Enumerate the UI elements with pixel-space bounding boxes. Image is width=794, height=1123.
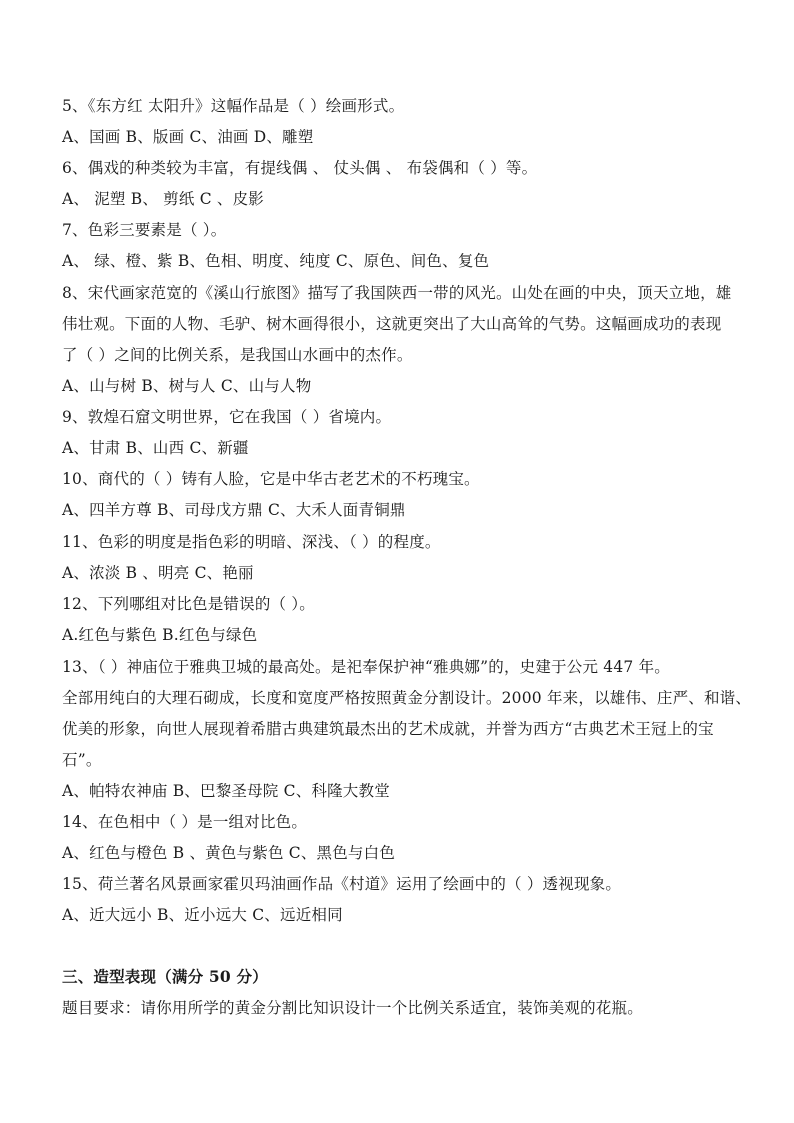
question-15-stem: 15、荷兰著名风景画家霍贝玛油画作品《村道》运用了绘画中的（ ）透视现象。 [62,875,622,893]
question-11-stem: 11、色彩的明度是指色彩的明暗、深浅、（ ）的程度。 [62,533,441,551]
question-7-stem: 7、色彩三要素是（ ）。 [62,221,227,239]
question-7-options: A、 绿、橙、紫 B、色相、明度、纯度 C、原色、间色、复色 [62,252,490,270]
question-5-options: A、国画 B、版画 C、油画 D、雕塑 [62,128,314,146]
question-13-stem-line-4: 石”。 [62,751,102,769]
question-6-options: A、 泥塑 B、 剪纸 C 、皮影 [62,190,264,208]
question-14-stem: 14、在色相中（ ）是一组对比色。 [62,813,308,831]
question-13-options: A、帕特农神庙 B、巴黎圣母院 C、科隆大教堂 [62,782,390,800]
section-3-requirement: 题目要求：请你用所学的黄金分割比知识设计一个比例关系适宜，装饰美观的花瓶。 [62,999,643,1017]
question-13-stem-line-2: 全部用纯白的大理石砌成，长度和宽度严格按照黄金分割设计。2000 年来，以雄伟、庄严、和谐、 [62,689,752,707]
question-12-options: A.红色与紫色 B.红色与绿色 [62,626,258,644]
question-9-stem: 9、敦煌石窟文明世界，它在我国（ ）省境内。 [62,408,392,426]
question-10-options: A、四羊方尊 B、司母戊方鼎 C、大禾人面青铜鼎 [62,501,406,519]
question-8-stem-line-2: 伟壮观。下面的人物、毛驴、树木画得很小，这就更突出了大山高耸的气势。这幅画成功的表现 [62,315,722,333]
question-13-stem-line-3: 优美的形象，向世人展现着希腊古典建筑最杰出的艺术成就，并誉为西方“古典艺术王冠上的宝 [62,720,714,738]
question-9-options: A、甘肃 B、山西 C、新疆 [62,439,249,457]
question-5-stem: 5、《东方红 太阳升》这幅作品是（ ）绘画形式。 [62,97,405,115]
question-13-stem-line-1: 13、（ ）神庙位于雅典卫城的最高处。是祀奉保护神“雅典娜”的，史建于公元 447 年。 [62,658,670,676]
question-15-options: A、近大远小 B、近小远大 C、远近相同 [62,906,343,924]
question-11-options: A、浓淡 B 、明亮 C、艳丽 [62,564,254,582]
question-8-stem-line-3: 了（ ）之间的比例关系，是我国山水画中的杰作。 [62,346,413,364]
section-3-heading: 三、造型表现（满分 50 分） [62,967,268,986]
question-6-stem: 6、偶戏的种类较为丰富，有提线偶 、 仗头偶 、 布袋偶和（ ）等。 [62,159,538,177]
question-10-stem: 10、商代的（ ）铸有人脸，它是中华古老艺术的不朽瑰宝。 [62,470,480,488]
question-12-stem: 12、下列哪组对比色是错误的（ ）。 [62,595,316,613]
question-8-stem-line-1: 8、宋代画家范宽的《溪山行旅图》描写了我国陕西一带的风光。山处在画的中央，顶天立地，雄 [62,284,732,302]
question-14-options: A、红色与橙色 B 、黄色与紫色 C、黑色与白色 [62,844,396,862]
question-8-options: A、山与树 B、树与人 C、山与人物 [62,377,312,395]
